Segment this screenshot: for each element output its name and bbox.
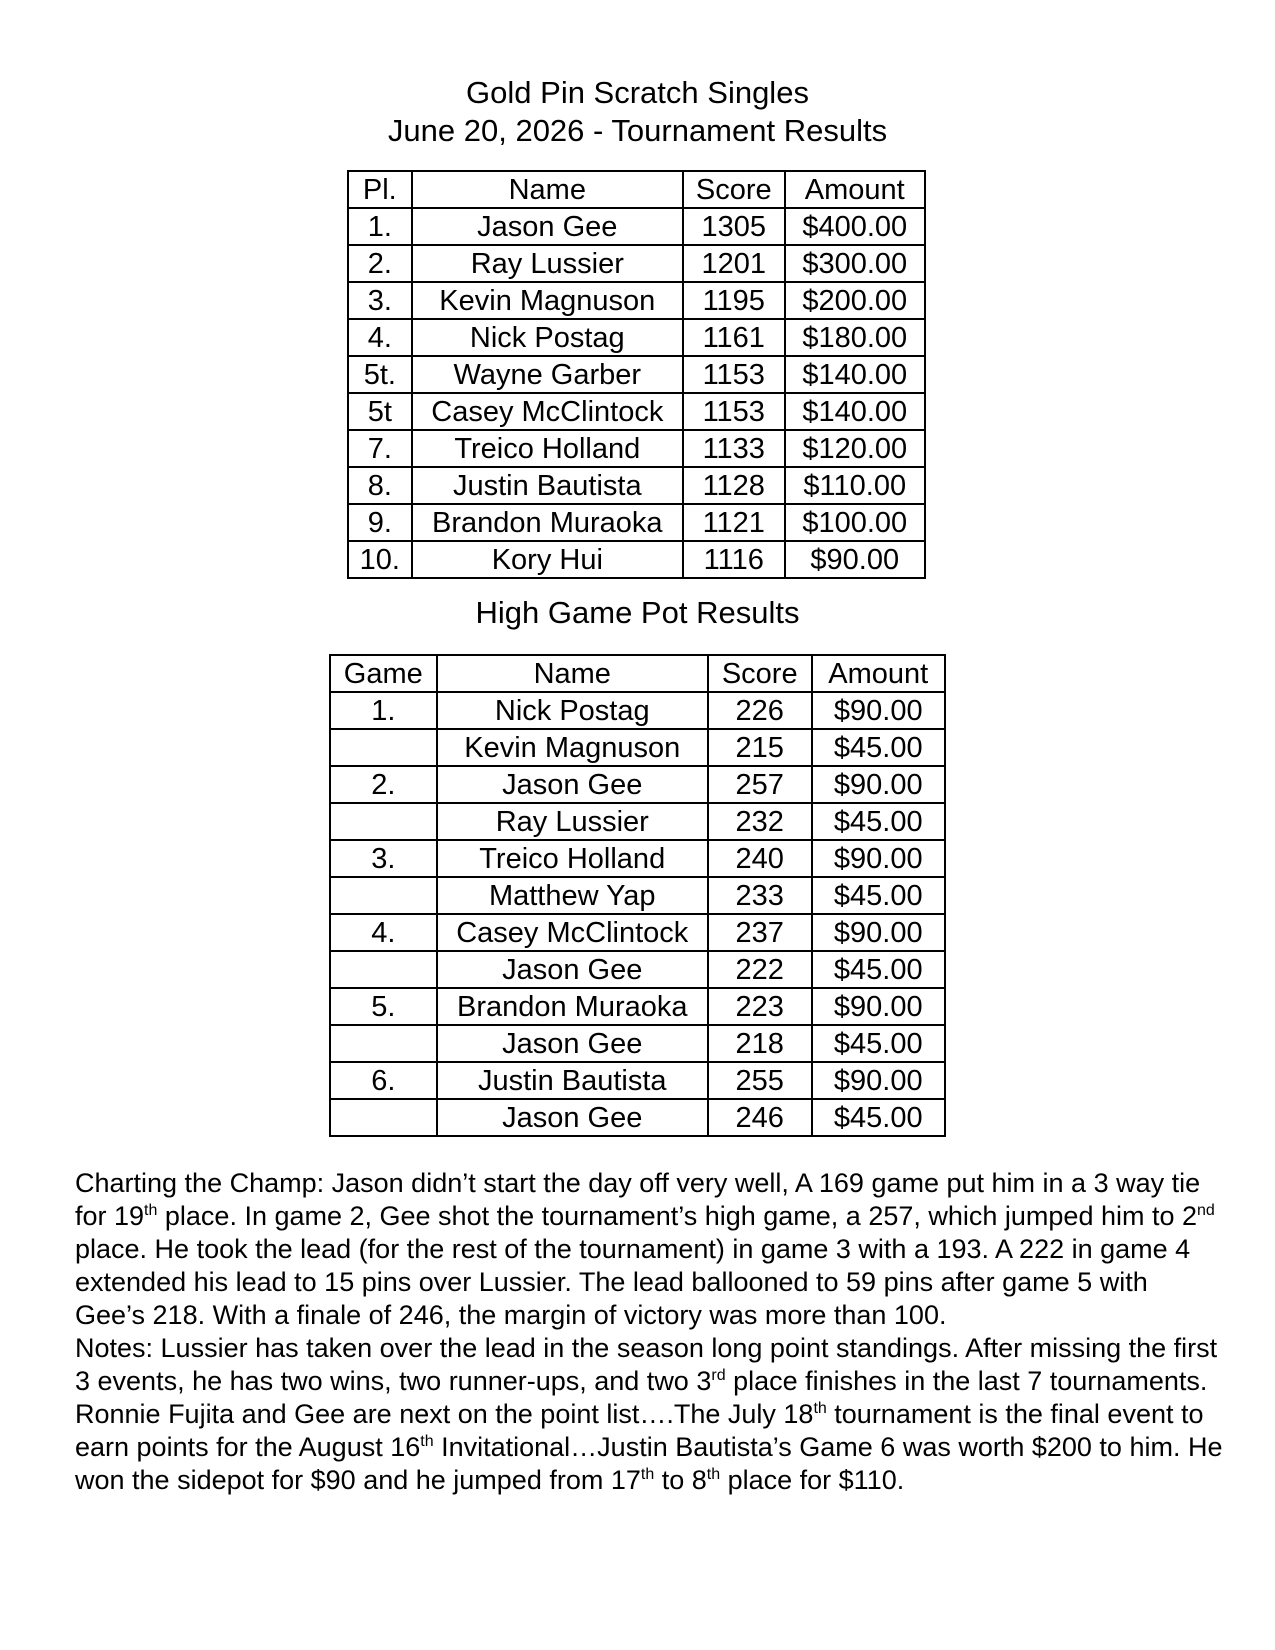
name-cell: Jason Gee bbox=[437, 766, 708, 803]
place-cell: 9. bbox=[348, 504, 412, 541]
name-cell: Jason Gee bbox=[437, 1099, 708, 1136]
amount-cell: $90.00 bbox=[812, 766, 946, 803]
amount-cell: $45.00 bbox=[812, 951, 946, 988]
column-header-name: Name bbox=[412, 171, 683, 208]
paragraph-text: to 8 bbox=[654, 1465, 707, 1495]
name-cell: Kevin Magnuson bbox=[412, 282, 683, 319]
column-header-amount: Amount bbox=[785, 171, 925, 208]
ordinal-suffix: th bbox=[706, 1466, 721, 1483]
name-cell: Matthew Yap bbox=[437, 877, 708, 914]
paragraph-text: Notes: Lussier has taken over the lead in the season long point standings. After missing the first 3 events, he has two wins, two runner-ups, and two 3 bbox=[75, 1333, 1218, 1396]
score-cell: 1305 bbox=[683, 208, 785, 245]
table-row bbox=[330, 803, 945, 840]
game-cell: 3. bbox=[330, 840, 437, 877]
page-subtitle: June 20, 2026 - Tournament Results bbox=[387, 113, 888, 148]
name-cell: Brandon Muraoka bbox=[412, 504, 683, 541]
paragraph-text: tournament is the final event to earn points for the August 16 bbox=[75, 1399, 1204, 1462]
ordinal-suffix: rd bbox=[711, 1367, 726, 1384]
amount-cell: $400.00 bbox=[785, 208, 925, 245]
score-cell: 240 bbox=[708, 840, 812, 877]
score-cell: 226 bbox=[708, 692, 812, 729]
name-cell: Kory Hui bbox=[412, 541, 683, 578]
place-cell: 7. bbox=[348, 430, 412, 467]
name-cell: Nick Postag bbox=[412, 319, 683, 356]
paragraph-text: place finishes in the last 7 tournaments. Ronnie Fujita and Gee are next on the point list….The July 18 bbox=[75, 1366, 1208, 1429]
table-row bbox=[330, 692, 945, 729]
score-cell: 1161 bbox=[683, 319, 785, 356]
table-row bbox=[330, 766, 945, 803]
game-cell: 1. bbox=[330, 692, 437, 729]
table-row bbox=[330, 914, 945, 951]
table-row bbox=[330, 1099, 945, 1136]
game-cell: 2. bbox=[330, 766, 437, 803]
score-cell: 218 bbox=[708, 1025, 812, 1062]
score-cell: 222 bbox=[708, 951, 812, 988]
table-row bbox=[348, 393, 925, 430]
table-header-row bbox=[330, 655, 945, 692]
amount-cell: $45.00 bbox=[812, 877, 946, 914]
place-cell: 10. bbox=[348, 541, 412, 578]
name-cell: Casey McClintock bbox=[412, 393, 683, 430]
score-cell: 237 bbox=[708, 914, 812, 951]
column-header-amount: Amount bbox=[812, 655, 946, 692]
score-cell: 255 bbox=[708, 1062, 812, 1099]
table-row bbox=[330, 840, 945, 877]
table-row bbox=[348, 504, 925, 541]
amount-cell: $300.00 bbox=[785, 245, 925, 282]
name-cell: Wayne Garber bbox=[412, 356, 683, 393]
amount-cell: $90.00 bbox=[785, 541, 925, 578]
score-cell: 233 bbox=[708, 877, 812, 914]
table-row bbox=[330, 729, 945, 766]
amount-cell: $90.00 bbox=[812, 914, 946, 951]
table-row bbox=[348, 430, 925, 467]
name-cell: Kevin Magnuson bbox=[437, 729, 708, 766]
table-header-row bbox=[348, 171, 925, 208]
game-cell bbox=[330, 951, 437, 988]
table-row bbox=[348, 319, 925, 356]
ordinal-suffix: th bbox=[813, 1400, 827, 1417]
score-cell: 1133 bbox=[683, 430, 785, 467]
score-cell: 1121 bbox=[683, 504, 785, 541]
name-cell: Ray Lussier bbox=[412, 245, 683, 282]
game-cell bbox=[330, 1025, 437, 1062]
name-cell: Casey McClintock bbox=[437, 914, 708, 951]
amount-cell: $140.00 bbox=[785, 356, 925, 393]
amount-cell: $90.00 bbox=[812, 988, 946, 1025]
score-cell: 246 bbox=[708, 1099, 812, 1136]
name-cell: Jason Gee bbox=[437, 951, 708, 988]
amount-cell: $180.00 bbox=[785, 319, 925, 356]
ordinal-suffix: th bbox=[144, 1202, 158, 1219]
table-row bbox=[330, 1062, 945, 1099]
score-cell: 1128 bbox=[683, 467, 785, 504]
name-cell: Treico Holland bbox=[412, 430, 683, 467]
name-cell: Ray Lussier bbox=[437, 803, 708, 840]
paragraph-text: place. He took the lead (for the rest of the tournament) in game 3 with a 193. A 222 in game 4 extended his lead to 15 pins over Lussier. The lead ballooned to 59 pins after game 5 with Gee’s 218. With a finale of 246, the margin of victory was more than 100. bbox=[75, 1234, 1191, 1330]
score-cell: 257 bbox=[708, 766, 812, 803]
section-title-high-game-pot: High Game Pot Results bbox=[475, 595, 800, 630]
table-row bbox=[330, 951, 945, 988]
column-header-name: Name bbox=[437, 655, 708, 692]
game-cell: 6. bbox=[330, 1062, 437, 1099]
place-cell: 8. bbox=[348, 467, 412, 504]
score-cell: 1201 bbox=[683, 245, 785, 282]
charting-the-champ-paragraph bbox=[75, 1167, 1225, 1332]
place-cell: 5t bbox=[348, 393, 412, 430]
amount-cell: $200.00 bbox=[785, 282, 925, 319]
game-cell: 5. bbox=[330, 988, 437, 1025]
table-row bbox=[348, 245, 925, 282]
column-header-score: Score bbox=[683, 171, 785, 208]
amount-cell: $45.00 bbox=[812, 729, 946, 766]
table-row bbox=[348, 208, 925, 245]
amount-cell: $120.00 bbox=[785, 430, 925, 467]
score-cell: 223 bbox=[708, 988, 812, 1025]
amount-cell: $90.00 bbox=[812, 840, 946, 877]
name-cell: Justin Bautista bbox=[437, 1062, 708, 1099]
notes-section bbox=[75, 1167, 1225, 1497]
column-header-game: Game bbox=[330, 655, 437, 692]
name-cell: Brandon Muraoka bbox=[437, 988, 708, 1025]
name-cell: Jason Gee bbox=[437, 1025, 708, 1062]
name-cell: Justin Bautista bbox=[412, 467, 683, 504]
place-cell: 1. bbox=[348, 208, 412, 245]
amount-cell: $90.00 bbox=[812, 692, 946, 729]
place-cell: 2. bbox=[348, 245, 412, 282]
ordinal-suffix: th bbox=[420, 1433, 434, 1450]
paragraph-text: Invitational…Justin Bautista’s Game 6 was worth $200 to him. He won the sidepot for $90 and he jumped from 17 bbox=[75, 1432, 1223, 1495]
amount-cell: $100.00 bbox=[785, 504, 925, 541]
table-row bbox=[348, 356, 925, 393]
notes-paragraph bbox=[75, 1332, 1225, 1497]
ordinal-suffix: nd bbox=[1197, 1202, 1215, 1219]
amount-cell: $45.00 bbox=[812, 803, 946, 840]
table-row bbox=[348, 467, 925, 504]
table-row bbox=[330, 988, 945, 1025]
paragraph-text: place. In game 2, Gee shot the tournament’s high game, a 257, which jumped him to 2 bbox=[157, 1201, 1198, 1231]
table-row bbox=[348, 541, 925, 578]
amount-cell: $45.00 bbox=[812, 1099, 946, 1136]
amount-cell: $90.00 bbox=[812, 1062, 946, 1099]
game-cell: 4. bbox=[330, 914, 437, 951]
place-cell: 4. bbox=[348, 319, 412, 356]
amount-cell: $140.00 bbox=[785, 393, 925, 430]
score-cell: 1153 bbox=[683, 356, 785, 393]
paragraph-text: Charting the Champ: Jason didn’t start the day off very well, A 169 game put him in a 3 way tie for 19 bbox=[75, 1168, 1201, 1231]
column-header-score: Score bbox=[708, 655, 812, 692]
score-cell: 1153 bbox=[683, 393, 785, 430]
score-cell: 1195 bbox=[683, 282, 785, 319]
paragraph-text: place for $110. bbox=[720, 1465, 905, 1495]
score-cell: 215 bbox=[708, 729, 812, 766]
place-cell: 5t. bbox=[348, 356, 412, 393]
game-cell bbox=[330, 803, 437, 840]
ordinal-suffix: th bbox=[640, 1466, 655, 1483]
page-title: Gold Pin Scratch Singles bbox=[466, 75, 809, 110]
place-cell: 3. bbox=[348, 282, 412, 319]
score-cell: 232 bbox=[708, 803, 812, 840]
tournament-results-table bbox=[347, 170, 926, 579]
name-cell: Jason Gee bbox=[412, 208, 683, 245]
high-game-pot-table bbox=[329, 654, 946, 1137]
game-cell bbox=[330, 877, 437, 914]
game-cell bbox=[330, 1099, 437, 1136]
game-cell bbox=[330, 729, 437, 766]
amount-cell: $110.00 bbox=[785, 467, 925, 504]
table-row bbox=[330, 877, 945, 914]
score-cell: 1116 bbox=[683, 541, 785, 578]
name-cell: Nick Postag bbox=[437, 692, 708, 729]
table-row bbox=[330, 1025, 945, 1062]
column-header-place: Pl. bbox=[348, 171, 412, 208]
amount-cell: $45.00 bbox=[812, 1025, 946, 1062]
table-row bbox=[348, 282, 925, 319]
name-cell: Treico Holland bbox=[437, 840, 708, 877]
